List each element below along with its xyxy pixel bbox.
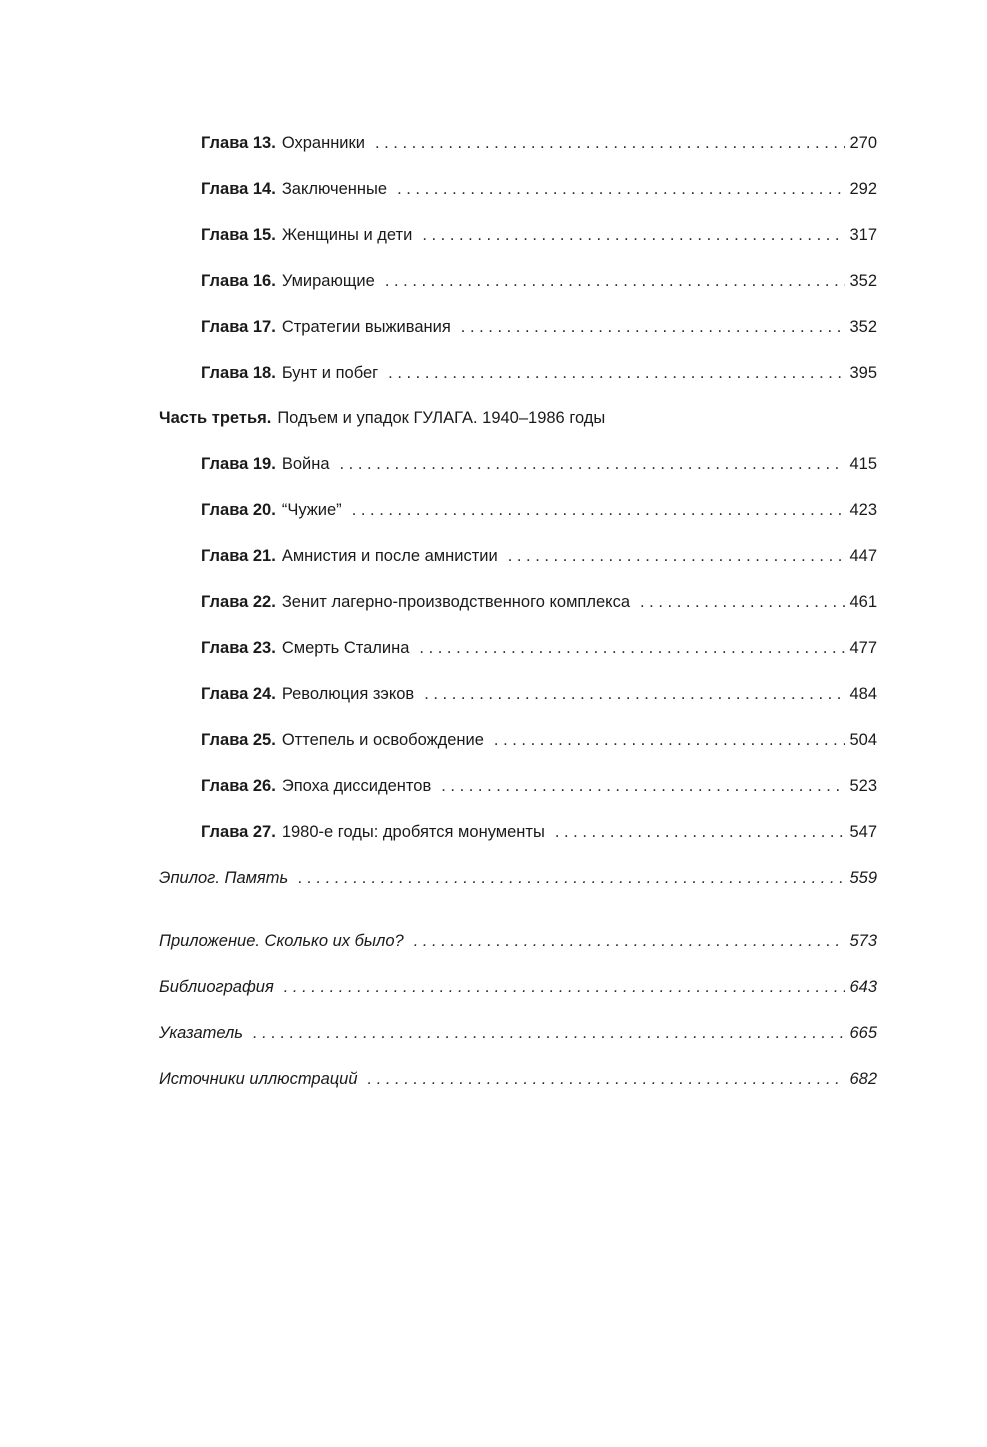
back-matter-title: Библиография <box>159 978 274 996</box>
chapter-label: Глава 21. <box>201 547 276 565</box>
toc-entry-index[interactable] <box>159 1022 877 1044</box>
toc-entry-chapter-24[interactable] <box>201 683 877 705</box>
chapter-label: Глава 13. <box>201 134 276 152</box>
chapter-label: Глава 15. <box>201 226 276 244</box>
toc-entry-chapter-27[interactable] <box>201 821 877 843</box>
page-number: 395 <box>849 364 877 382</box>
chapter-title: “Чужие” <box>281 501 342 519</box>
page-number: 447 <box>849 547 877 565</box>
chapter-label: Глава 17. <box>201 318 276 336</box>
chapter-label: Глава 16. <box>201 272 276 290</box>
toc-entry-chapter-22[interactable] <box>201 591 877 613</box>
toc-entry-chapter-18[interactable] <box>201 362 877 384</box>
page-number: 352 <box>849 272 877 290</box>
dot-leader <box>352 499 845 521</box>
page-number: 292 <box>849 180 877 198</box>
dot-leader <box>461 316 845 338</box>
page-number: 682 <box>849 1070 877 1088</box>
dot-leader <box>422 224 845 246</box>
chapter-title: Амнистия и после амнистии <box>281 547 498 565</box>
chapter-title: Охранники <box>281 134 365 152</box>
dot-leader <box>340 453 845 475</box>
epilogue-title: Эпилог. Память <box>159 869 289 887</box>
page-number: 477 <box>849 639 877 657</box>
chapter-title: Смерть Сталина <box>281 639 410 657</box>
toc-entry-chapter-25[interactable] <box>201 729 877 751</box>
chapter-title: Умирающие <box>281 272 375 290</box>
chapter-label: Глава 25. <box>201 731 276 749</box>
dot-leader <box>419 637 845 659</box>
toc-part-three[interactable] <box>159 407 877 429</box>
chapter-title: Эпоха диссидентов <box>281 777 432 795</box>
toc-entry-chapter-15[interactable] <box>201 224 877 246</box>
page-number: 423 <box>849 501 877 519</box>
chapter-label: Глава 26. <box>201 777 276 795</box>
chapter-label: Глава 19. <box>201 455 276 473</box>
dot-leader <box>494 729 845 751</box>
toc-entry-chapter-17[interactable] <box>201 316 877 338</box>
part-label: Часть третья. <box>159 409 272 427</box>
page-number: 270 <box>849 134 877 152</box>
dot-leader <box>375 132 845 154</box>
page-number: 523 <box>849 777 877 795</box>
chapter-title: Стратегии выживания <box>281 318 451 336</box>
toc-entry-chapter-23[interactable] <box>201 637 877 659</box>
toc-entry-epilogue[interactable] <box>159 867 877 889</box>
chapter-title: Бунт и побег <box>281 364 379 382</box>
chapter-label: Глава 27. <box>201 823 276 841</box>
chapter-title: Зенит лагерно-производственного комплекса <box>281 593 631 611</box>
chapter-title: Революция зэков <box>281 685 415 703</box>
page-number: 504 <box>849 731 877 749</box>
page-number: 547 <box>849 823 877 841</box>
dot-leader <box>388 362 845 384</box>
toc-entry-illustration-sources[interactable] <box>159 1068 877 1090</box>
back-matter-title: Источники иллюстраций <box>159 1070 358 1088</box>
page-number: 665 <box>849 1024 877 1042</box>
toc-entry-chapter-26[interactable] <box>201 775 877 797</box>
page-number: 461 <box>849 593 877 611</box>
chapter-title: 1980-е годы: дробятся монументы <box>281 823 545 841</box>
chapter-label: Глава 14. <box>201 180 276 198</box>
toc-entry-chapter-21[interactable] <box>201 545 877 567</box>
dot-leader <box>298 867 845 889</box>
page-number: 573 <box>849 932 877 950</box>
toc-entry-chapter-20[interactable] <box>201 499 877 521</box>
chapter-label: Глава 24. <box>201 685 276 703</box>
dot-leader <box>414 930 845 952</box>
dot-leader <box>640 591 845 613</box>
chapter-title: Война <box>281 455 330 473</box>
toc-entry-chapter-13[interactable] <box>201 132 877 154</box>
chapter-title: Женщины и дети <box>281 226 413 244</box>
dot-leader <box>368 1068 845 1090</box>
dot-leader <box>397 178 845 200</box>
chapter-title: Заключенные <box>281 180 388 198</box>
chapter-label: Глава 23. <box>201 639 276 657</box>
dot-leader <box>424 683 845 705</box>
page-number: 415 <box>849 455 877 473</box>
toc-entry-appendix[interactable] <box>159 930 877 952</box>
back-matter-title: Приложение. Сколько их было? <box>159 932 404 950</box>
back-matter-title: Указатель <box>159 1024 243 1042</box>
chapter-label: Глава 20. <box>201 501 276 519</box>
chapter-title: Оттепель и освобождение <box>281 731 484 749</box>
page-number: 559 <box>849 869 877 887</box>
dot-leader <box>284 976 845 998</box>
page-number: 317 <box>849 226 877 244</box>
dot-leader <box>253 1022 845 1044</box>
toc-entry-chapter-19[interactable] <box>201 453 877 475</box>
toc-entry-chapter-14[interactable] <box>201 178 877 200</box>
dot-leader <box>555 821 845 843</box>
dot-leader <box>508 545 845 567</box>
page-number: 643 <box>849 978 877 996</box>
dot-leader <box>385 270 845 292</box>
page-number: 484 <box>849 685 877 703</box>
part-title: Подъем и упадок ГУЛАГА. 1940–1986 годы <box>277 409 606 427</box>
chapter-label: Глава 18. <box>201 364 276 382</box>
toc-entry-chapter-16[interactable] <box>201 270 877 292</box>
page-number: 352 <box>849 318 877 336</box>
toc-entry-bibliography[interactable] <box>159 976 877 998</box>
dot-leader <box>441 775 845 797</box>
chapter-label: Глава 22. <box>201 593 276 611</box>
